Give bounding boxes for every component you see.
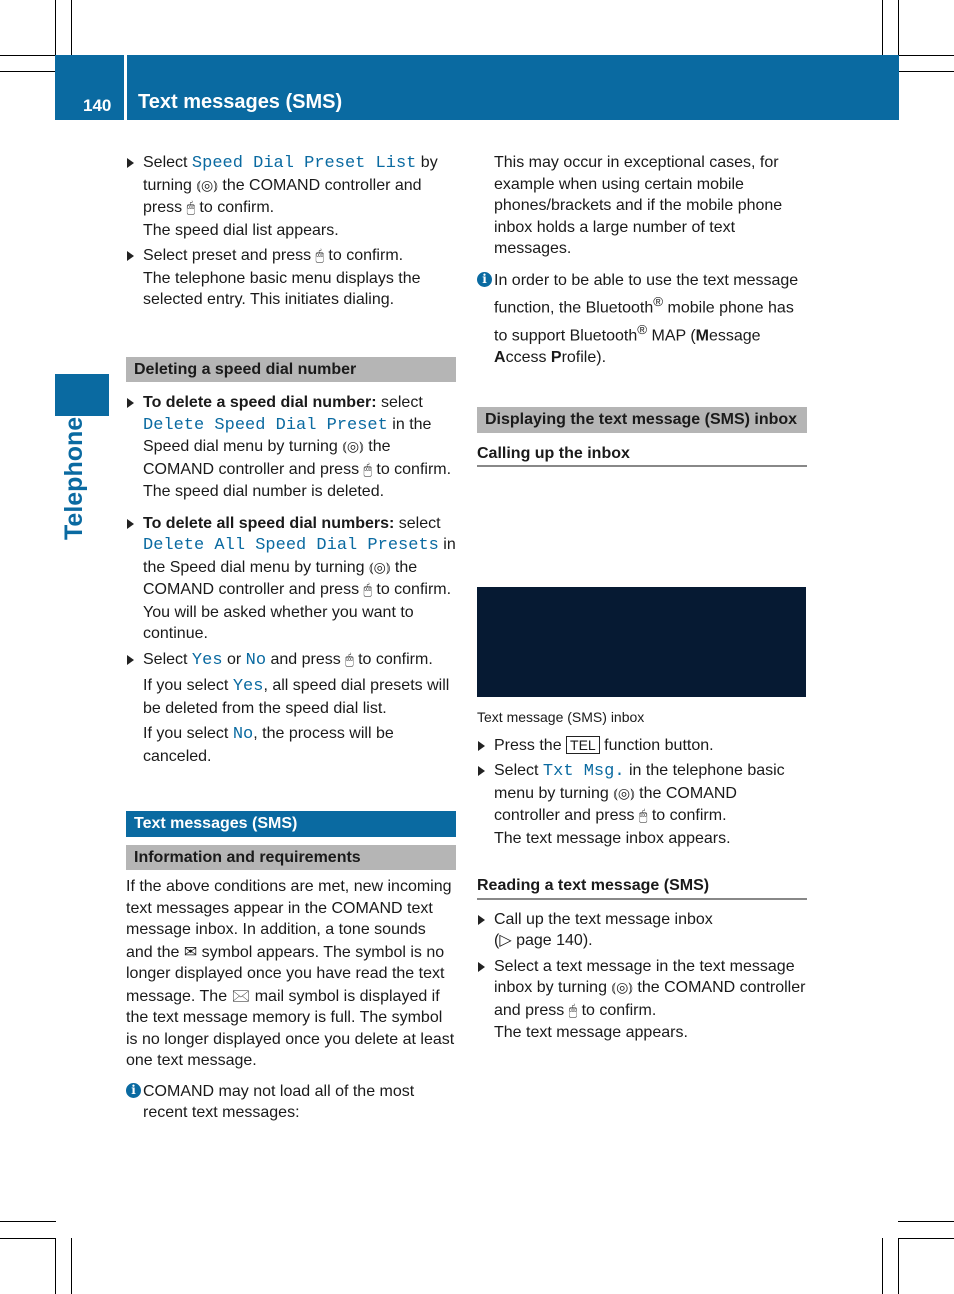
crop-mark	[882, 1238, 883, 1294]
note-no: If you select No, the process will be canceled.	[143, 725, 394, 765]
crop-mark	[898, 1221, 954, 1222]
bullet-arrow-icon	[127, 158, 134, 168]
crop-mark	[898, 55, 954, 56]
paragraph: If the above conditions are met, new incoming text messages appear in the COMAND text message inbox. In addition, a tone sounds and the ✉ symbol appears. The symbol is no longer displayed once you have read the text message. The 🖂 mail symbol is displayed if the text message memory is full. The symbol is no longer displayed once you delete at least one text message.	[126, 878, 455, 1069]
controller-turn-icon: ⦅◎⦆	[611, 980, 633, 997]
page-reference: (▷ page 140).	[494, 932, 593, 950]
crop-mark	[0, 55, 56, 56]
section-heading-blue: Text messages (SMS)	[126, 811, 456, 837]
info-icon: i	[126, 1083, 141, 1098]
crop-mark	[55, 0, 56, 56]
bullet-arrow-icon	[478, 962, 485, 972]
controller-press-icon: 🖱	[638, 808, 648, 825]
list-item: Select Yes or No and press 🖱 to confirm.	[126, 649, 456, 672]
bullet-arrow-icon	[127, 398, 134, 408]
inbox-screenshot	[477, 587, 806, 697]
info-icon: i	[477, 272, 492, 287]
tel-key: TEL	[566, 736, 600, 754]
header-divider	[124, 55, 127, 120]
crop-mark	[0, 1238, 56, 1239]
info-note: i COMAND may not load all of the most recent text messages:	[126, 1081, 456, 1124]
list-item: Select Txt Msg. in the telephone basic menu by turning ⦅◎⦆ the COMAND controller and press 🖱 to confirm. The text message inbox appears.	[477, 760, 807, 849]
envelope-icon: ✉	[183, 941, 198, 961]
subsection-heading: Calling up the inbox	[477, 443, 807, 468]
list-item: To delete all speed dial numbers: select Delete All Speed Dial Presets in the Speed dial menu by turning ⦅◎⦆ the COMAND controller and press 🖱 to confirm. You will be asked whether you want to continue.	[126, 513, 456, 645]
section-heading: Information and requirements	[126, 845, 456, 871]
info-note: i In order to be able to use the text message function, the Bluetooth® mobile phone has to support Bluetooth® MAP (Message Access Profile).	[477, 270, 807, 369]
page-header	[55, 55, 899, 120]
crop-mark	[71, 1238, 72, 1294]
crop-mark	[898, 71, 954, 72]
crop-mark	[898, 1238, 954, 1239]
controller-turn-icon: ⦅◎⦆	[368, 559, 391, 576]
controller-press-icon: 🖱	[363, 582, 372, 598]
page-title: Text messages (SMS)	[138, 91, 343, 113]
crop-mark	[898, 0, 899, 56]
subsection-heading: Reading a text message (SMS)	[477, 875, 807, 900]
chapter-label: Telephone	[60, 416, 88, 540]
controller-turn-icon: ⦅◎⦆	[613, 785, 635, 802]
bullet-arrow-icon	[127, 655, 134, 665]
controller-press-icon: 🖱	[315, 248, 324, 264]
note-yes: If you select Yes, all speed dial presets will be deleted from the speed dial list.	[143, 677, 450, 717]
figure-caption: Text message (SMS) inbox	[477, 709, 645, 726]
crop-mark	[882, 0, 883, 56]
paragraph: This may occur in exceptional cases, for example when using certain mobile phones/brackets and if the mobile phone inbox holds a large number of text messages.	[494, 154, 783, 257]
bullet-arrow-icon	[127, 519, 134, 529]
list-item: Press the TEL function button.	[477, 735, 807, 757]
crop-mark	[71, 0, 72, 56]
crop-mark	[0, 71, 56, 72]
list-item: Select a text message in the text message inbox by turning ⦅◎⦆ the COMAND controller and press 🖱 to confirm. The text message appears.	[477, 956, 807, 1044]
bullet-arrow-icon	[478, 766, 485, 776]
bullet-arrow-icon	[478, 741, 485, 751]
controller-press-icon: 🖱	[345, 651, 354, 668]
controller-press-icon: 🖱	[363, 461, 372, 478]
crop-mark	[898, 1238, 899, 1294]
envelope-full-icon: 🖂	[231, 985, 251, 1005]
list-item: Select preset and press 🖱 to confirm. The telephone basic menu displays the selected entry. This initiates dialing.	[126, 245, 456, 311]
controller-press-icon: 🖱	[186, 200, 195, 216]
left-column	[126, 152, 456, 1124]
controller-turn-icon: ⦅◎⦆	[196, 177, 218, 194]
page-number: 140	[83, 96, 112, 115]
bullet-arrow-icon	[478, 915, 485, 925]
controller-turn-icon: ⦅◎⦆	[342, 439, 364, 455]
crop-mark	[0, 1221, 56, 1222]
controller-press-icon: 🖱	[568, 1002, 578, 1019]
side-tab	[55, 374, 109, 416]
right-column	[477, 152, 807, 1048]
section-heading: Deleting a speed dial number	[126, 357, 456, 383]
crop-mark	[55, 1238, 56, 1294]
list-item: Call up the text message inbox (▷ page 140).	[477, 909, 807, 952]
section-heading: Displaying the text message (SMS) inbox	[477, 407, 807, 433]
list-item: To delete a speed dial number: select Delete Speed Dial Preset in the Speed dial menu by turning ⦅◎⦆ the COMAND controller and press 🖱 to confirm. The speed dial number is deleted.	[126, 392, 456, 503]
bullet-arrow-icon	[127, 251, 134, 261]
list-item: Select Speed Dial Preset List by turning ⦅◎⦆ the COMAND controller and press 🖱 to confirm. The speed dial list appears.	[126, 152, 456, 241]
